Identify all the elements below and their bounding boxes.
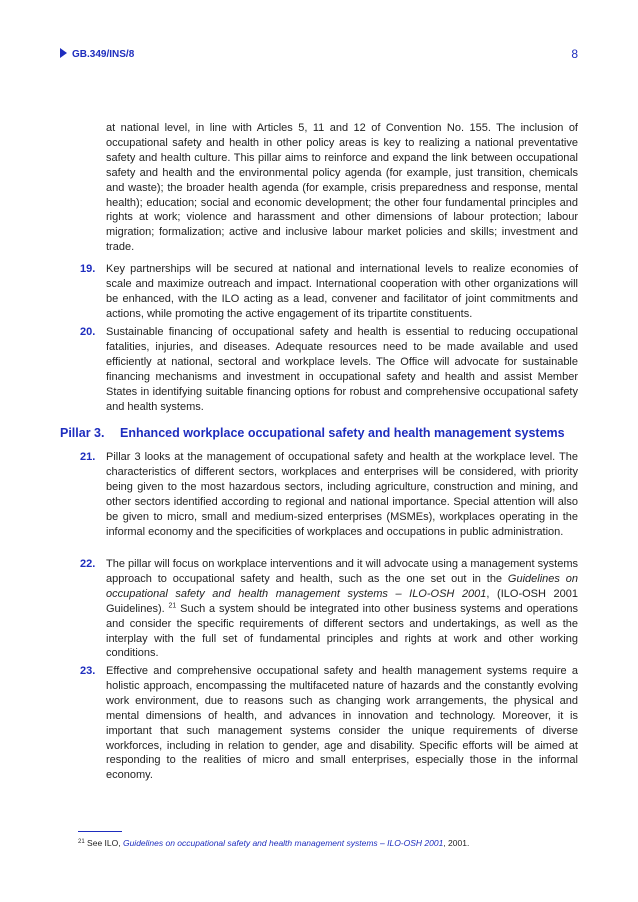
paragraph-number: 19. xyxy=(80,263,96,275)
paragraph-text-part: , (ILO-OSH 2001 Guidelines). xyxy=(106,587,578,615)
footnote-link[interactable]: Guidelines on occupational safety and health management systems – ILO-OSH 2001 xyxy=(122,838,444,848)
paragraph-text: Effective and comprehensive occupational safety and health management systems require a holistic approach, encompassing the multifaceted nature of hazards and the constantly evolving work environment, due to reasons such as changing work arrangements, the physical and mental dimensions of health, and advances in innovation and technology. Moreover, it is important that such management systems consider the unique requirements of diverse workforces, including in relation to gender, age and disability. Specific efforts will be aimed at responding to the realities of micro and small enterprises, especially those in the informal economy. xyxy=(106,665,578,782)
paragraph-text xyxy=(106,557,578,661)
guidelines-title: Guidelines on occupational safety and health management systems – ILO-OSH 2001 xyxy=(106,572,578,600)
footnote-number: 21 xyxy=(78,839,85,845)
paragraph-text-part: Such a system should be integrated into other business systems and operations and consider the specific requirements of different sectors and undertakings, as well as the interplay with the full set of fundamental principles and rights at work and other working conditions. xyxy=(106,602,578,660)
footnote-prefix: See ILO, xyxy=(84,838,123,848)
footnote-reference[interactable]: 21 xyxy=(168,602,177,610)
triangle-arrow-icon xyxy=(60,48,67,58)
footnote-suffix: , 2001. xyxy=(443,838,470,848)
pillar-label: Pillar 3. xyxy=(60,426,105,440)
paragraph-number: 22. xyxy=(80,558,96,570)
paragraph-text-part: The pillar will focus on workplace interventions and it will advocate using a management systems approach to occupational safety and health, such as the one set out in the xyxy=(106,558,578,585)
paragraph-text: Key partnerships will be secured at national and international levels to realize economies of scale and maximize outreach and impact. International cooperation with other organizations will be enhanced, with the ILO acting as a lead, convener and facilitator of joint commitments and actions, while promoting the active engagement of its tripartite constituents. xyxy=(106,263,578,320)
pillar-title: Enhanced workplace occupational safety and health management systems xyxy=(120,426,565,440)
paragraph-text: Pillar 3 looks at the management of occupational safety and health at the workplace level. The characteristics of different sectors, workplaces and enterprises will be considered, with priority being given to the most hazardous sectors, including agriculture, construction and mining, and other sectors identified according to regional and national importance. Special attention will also be given to micro, small and medium-sized enterprises (MSMEs), workplaces operating in the informal economy and the specificities of workplaces and occupations in public administration. xyxy=(106,451,578,538)
paragraph-text: Sustainable financing of occupational safety and health is essential to reducing occupational fatalities, injuries, and diseases. Adequate resources need to be made available and used efficiently at national, sectoral and workplace levels. The Office will advocate for sustainable financing mechanisms and investment in occupational safety and health and assist Member States in identifying suitable financing options for robust and comprehensive occupational safety and health systems. xyxy=(106,326,578,413)
document-reference-label: GB.349/INS/8 xyxy=(72,49,135,60)
paragraph-number: 23. xyxy=(80,665,96,677)
page-header xyxy=(60,47,578,65)
footnote-divider xyxy=(78,831,122,832)
document-reference[interactable] xyxy=(60,48,134,60)
paragraph-number: 21. xyxy=(80,451,96,463)
footnote xyxy=(78,838,469,848)
paragraph-number: 20. xyxy=(80,326,96,338)
page-number: 8 xyxy=(571,47,578,61)
continuation-paragraph: at national level, in line with Articles 5, 11 and 12 of Convention No. 155. The inclusion of occupational safety and health in other policy areas is key to realizing a national preventative safety and health culture. This pillar aims to reinforce and expand the link between occupational safety and health and the environmental policy agenda (for example, just transition, chemicals and waste); the broader health agenda (for example, crisis preparedness and response, mental health); education; social and economic development; the other four fundamental principles and rights at work; violence and harassment and other dimensions of labour protection; labour migration; formalization; active and inclusive labour market policies and skills; investment and trade. xyxy=(106,122,578,254)
